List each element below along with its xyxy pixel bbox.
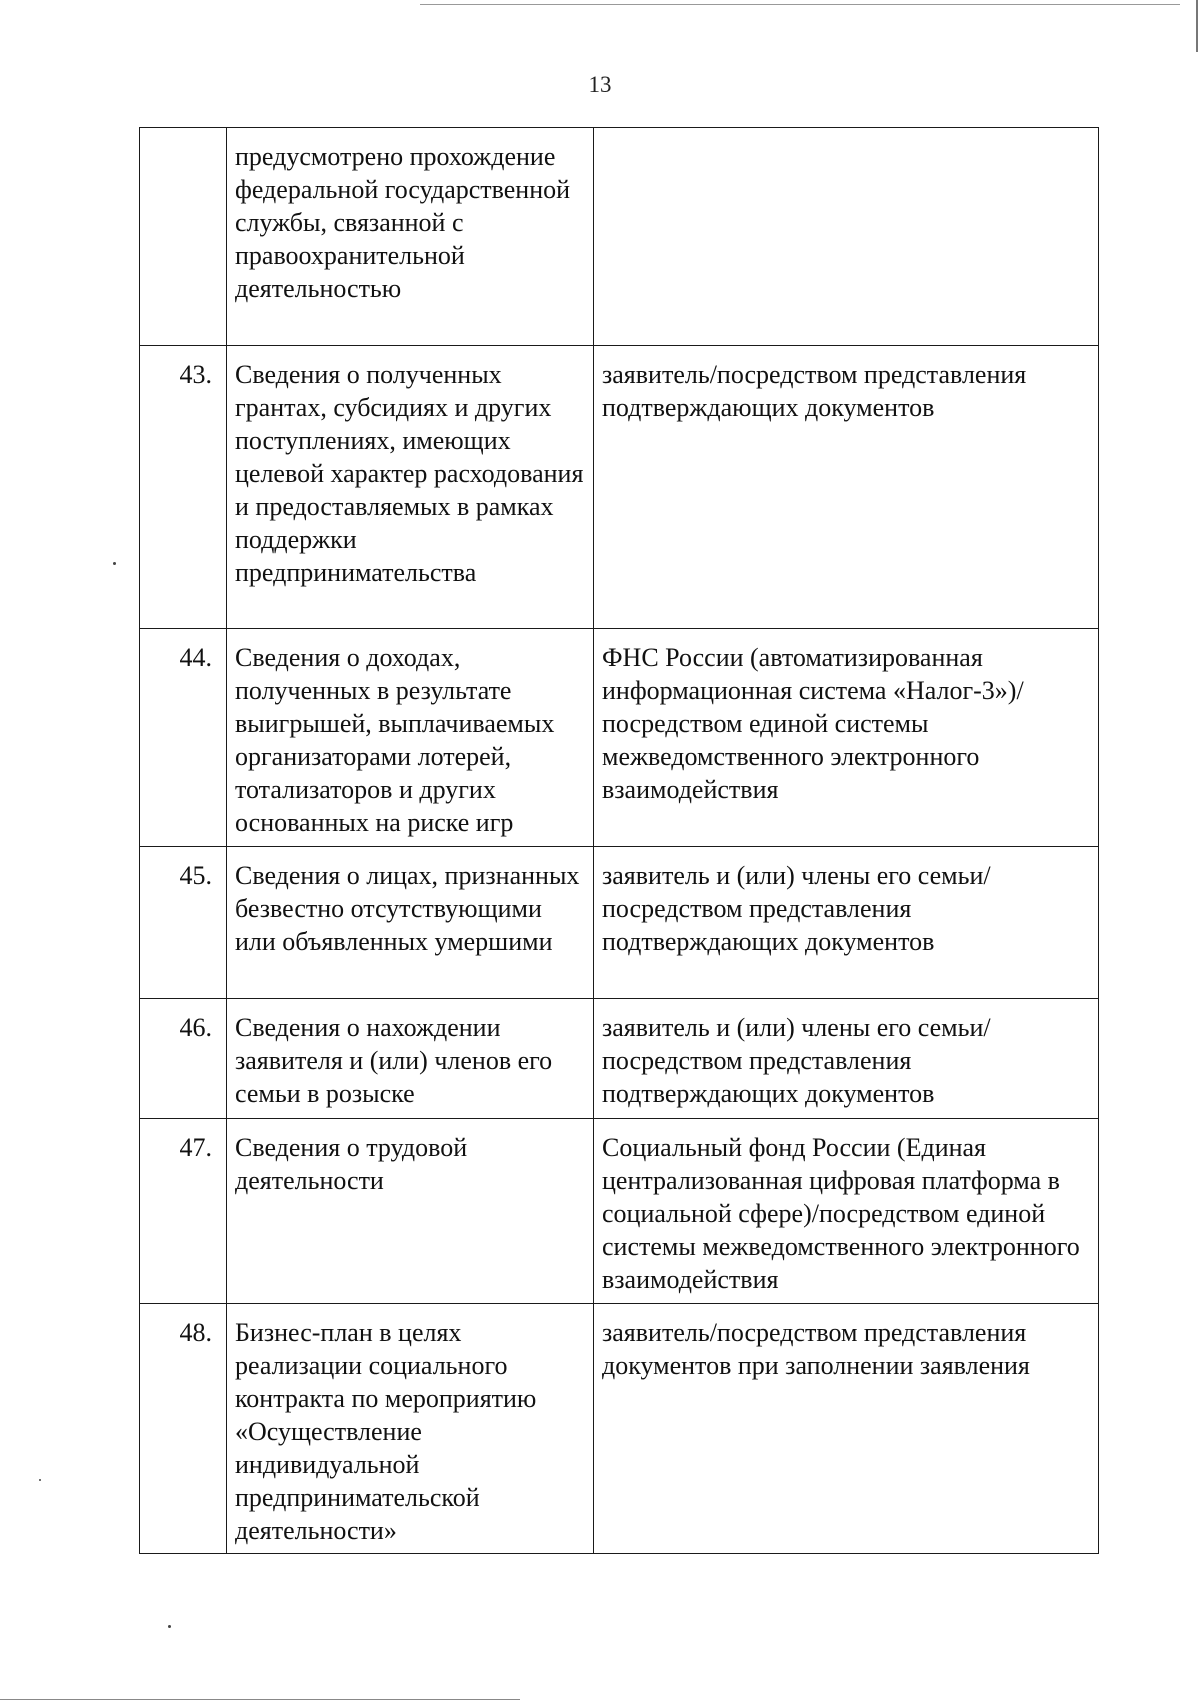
scan-edge-bottom	[0, 1699, 520, 1700]
scan-dot	[39, 1479, 41, 1481]
row-source: заявитель/посредством представления подтверждающих документов	[594, 346, 1099, 629]
row-description: Сведения о нахождении заявителя и (или) членов его семьи в розыске	[227, 999, 594, 1119]
row-number: 46.	[140, 999, 227, 1119]
row-source: Социальный фонд России (Единая централизованная цифровая платформа в социальной сфере)/посредством единой системы межведомственного электронного взаимодействия	[594, 1119, 1099, 1304]
table-row	[140, 346, 1099, 629]
document-table	[139, 127, 1099, 1554]
table-row	[140, 128, 1099, 346]
table-row	[140, 1304, 1099, 1554]
row-number: 43.	[140, 346, 227, 629]
scan-dot	[113, 562, 116, 565]
scan-edge-right	[1196, 0, 1198, 52]
scan-dot	[168, 1625, 171, 1628]
row-number: 44.	[140, 629, 227, 847]
table-row	[140, 847, 1099, 999]
row-number	[140, 128, 227, 346]
row-description: Сведения о доходах, полученных в результате выигрышей, выплачиваемых организаторами лотерей, тотализаторов и других основанных на риске игр	[227, 629, 594, 847]
row-number: 47.	[140, 1119, 227, 1304]
row-source: заявитель и (или) члены его семьи/ посредством представления подтверждающих документов	[594, 999, 1099, 1119]
row-number: 45.	[140, 847, 227, 999]
row-number: 48.	[140, 1304, 227, 1554]
row-description: Сведения о лицах, признанных безвестно отсутствующими или объявленных умершими	[227, 847, 594, 999]
row-source	[594, 128, 1099, 346]
table-row	[140, 999, 1099, 1119]
row-description: предусмотрено прохождение федеральной государственной службы, связанной с правоохранительной деятельностью	[227, 128, 594, 346]
row-source: заявитель/посредством представления документов при заполнении заявления	[594, 1304, 1099, 1554]
table-row	[140, 629, 1099, 847]
table-row	[140, 1119, 1099, 1304]
row-description: Бизнес-план в целях реализации социального контракта по мероприятию «Осуществление индивидуальной предпринимательской деятельности»	[227, 1304, 594, 1554]
row-description: Сведения о полученных грантах, субсидиях и других поступлениях, имеющих целевой характер расходования и предоставляемых в рамках поддержки предпринимательства	[227, 346, 594, 629]
scan-edge-top	[420, 4, 1180, 5]
row-source: ФНС России (автоматизированная информационная система «Налог-3»)/посредством единой системы межведомственного электронного взаимодействия	[594, 629, 1099, 847]
row-source: заявитель и (или) члены его семьи/посредством представления подтверждающих документов	[594, 847, 1099, 999]
row-description: Сведения о трудовой деятельности	[227, 1119, 594, 1304]
page-number: 13	[588, 72, 612, 97]
